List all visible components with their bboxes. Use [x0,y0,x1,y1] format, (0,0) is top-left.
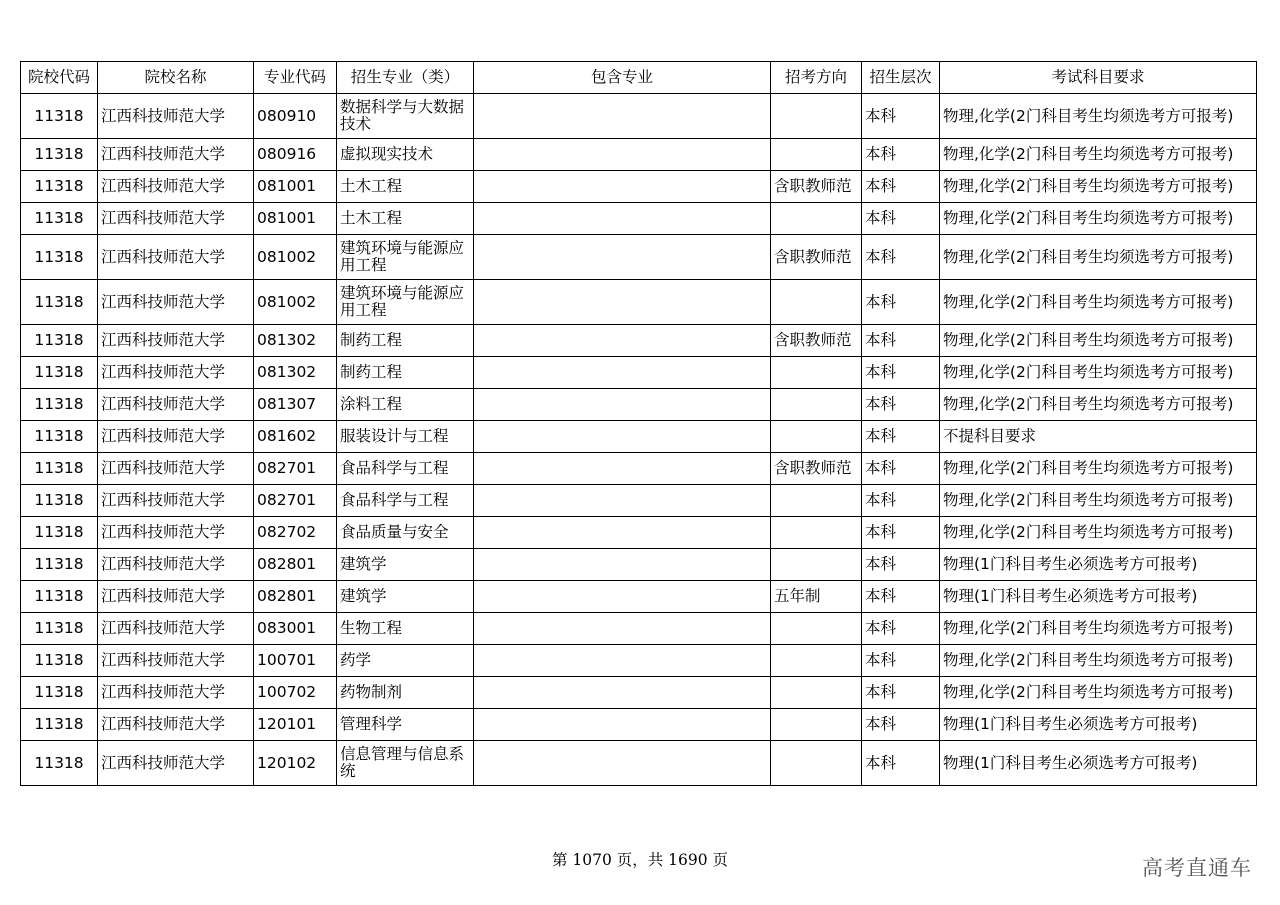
level-cell: 本科 [862,709,940,741]
direction-cell [771,709,862,741]
school-name-cell: 江西科技师范大学 [98,389,254,421]
included-majors-cell [474,94,771,139]
school-code-cell: 11318 [21,485,98,517]
subject-requirement-cell: 物理,化学(2门科目考生均须选考方可报考) [940,485,1257,517]
subject-requirement-cell: 物理(1门科目考生必须选考方可报考) [940,709,1257,741]
direction-cell: 含职教师范 [771,171,862,203]
major-cell: 土木工程 [337,171,474,203]
direction-cell [771,549,862,581]
header-major: 招生专业（类） [337,62,474,94]
subject-requirement-cell: 物理,化学(2门科目考生均须选考方可报考) [940,613,1257,645]
school-code-cell: 11318 [21,709,98,741]
direction-cell [771,94,862,139]
level-cell: 本科 [862,325,940,357]
level-cell: 本科 [862,517,940,549]
level-cell: 本科 [862,280,940,325]
level-cell: 本科 [862,139,940,171]
subject-requirement-cell: 物理,化学(2门科目考生均须选考方可报考) [940,139,1257,171]
school-name-cell: 江西科技师范大学 [98,741,254,786]
table-row [21,549,1257,581]
school-name-cell: 江西科技师范大学 [98,677,254,709]
direction-cell [771,139,862,171]
school-name-cell: 江西科技师范大学 [98,94,254,139]
included-majors-cell [474,677,771,709]
direction-cell [771,280,862,325]
major-cell: 食品质量与安全 [337,517,474,549]
school-code-cell: 11318 [21,677,98,709]
major-code-cell: 082702 [254,517,337,549]
school-name-cell: 江西科技师范大学 [98,485,254,517]
level-cell: 本科 [862,741,940,786]
major-code-cell: 081307 [254,389,337,421]
header-subject-requirement: 考试科目要求 [940,62,1257,94]
included-majors-cell [474,453,771,485]
major-cell: 建筑环境与能源应用工程 [337,280,474,325]
direction-cell [771,613,862,645]
table-row [21,677,1257,709]
major-code-cell: 120102 [254,741,337,786]
table-row [21,235,1257,280]
subject-requirement-cell: 物理,化学(2门科目考生均须选考方可报考) [940,280,1257,325]
school-name-cell: 江西科技师范大学 [98,549,254,581]
major-cell: 虚拟现实技术 [337,139,474,171]
header-level: 招生层次 [862,62,940,94]
included-majors-cell [474,709,771,741]
included-majors-cell [474,235,771,280]
table-row [21,139,1257,171]
school-code-cell: 11318 [21,613,98,645]
table-row [21,581,1257,613]
school-code-cell: 11318 [21,171,98,203]
direction-cell [771,389,862,421]
subject-requirement-cell: 物理,化学(2门科目考生均须选考方可报考) [940,235,1257,280]
school-code-cell: 11318 [21,389,98,421]
subject-requirement-cell: 物理,化学(2门科目考生均须选考方可报考) [940,453,1257,485]
direction-cell: 含职教师范 [771,453,862,485]
direction-cell: 含职教师范 [771,325,862,357]
major-code-cell: 082701 [254,453,337,485]
header-school-code: 院校代码 [21,62,98,94]
school-code-cell: 11318 [21,203,98,235]
included-majors-cell [474,325,771,357]
subject-requirement-cell: 物理,化学(2门科目考生均须选考方可报考) [940,389,1257,421]
subject-requirement-cell: 物理(1门科目考生必须选考方可报考) [940,741,1257,786]
major-code-cell: 081002 [254,280,337,325]
subject-requirement-cell: 物理,化学(2门科目考生均须选考方可报考) [940,645,1257,677]
table-body [21,94,1257,786]
subject-requirement-cell: 物理,化学(2门科目考生均须选考方可报考) [940,94,1257,139]
school-code-cell: 11318 [21,421,98,453]
school-code-cell: 11318 [21,581,98,613]
school-name-cell: 江西科技师范大学 [98,325,254,357]
major-code-cell: 080916 [254,139,337,171]
subject-requirement-cell: 不提科目要求 [940,421,1257,453]
school-name-cell: 江西科技师范大学 [98,171,254,203]
major-code-cell: 081001 [254,203,337,235]
direction-cell [771,517,862,549]
level-cell: 本科 [862,94,940,139]
major-cell: 建筑学 [337,581,474,613]
level-cell: 本科 [862,581,940,613]
direction-cell [771,421,862,453]
major-cell: 食品科学与工程 [337,453,474,485]
direction-cell: 五年制 [771,581,862,613]
included-majors-cell [474,389,771,421]
watermark-logo-text: 高考直通车 [1142,856,1252,880]
page-number: 第 1070 页，共 1690 页 [551,851,729,869]
school-name-cell: 江西科技师范大学 [98,613,254,645]
major-cell: 药学 [337,645,474,677]
major-cell: 制药工程 [337,325,474,357]
school-name-cell: 江西科技师范大学 [98,280,254,325]
level-cell: 本科 [862,357,940,389]
major-cell: 土木工程 [337,203,474,235]
school-code-cell: 11318 [21,357,98,389]
table-row [21,203,1257,235]
header-included-majors: 包含专业 [474,62,771,94]
major-code-cell: 081002 [254,235,337,280]
table-row [21,171,1257,203]
major-code-cell: 082701 [254,485,337,517]
included-majors-cell [474,203,771,235]
direction-cell [771,203,862,235]
school-code-cell: 11318 [21,549,98,581]
school-code-cell: 11318 [21,741,98,786]
included-majors-cell [474,517,771,549]
major-cell: 生物工程 [337,613,474,645]
table-row [21,94,1257,139]
direction-cell [771,645,862,677]
school-code-cell: 11318 [21,645,98,677]
admissions-table [20,61,1257,786]
major-code-cell: 100701 [254,645,337,677]
table-row [21,421,1257,453]
major-code-cell: 100702 [254,677,337,709]
major-code-cell: 080910 [254,94,337,139]
direction-cell [771,485,862,517]
level-cell: 本科 [862,203,940,235]
school-name-cell: 江西科技师范大学 [98,581,254,613]
direction-cell [771,357,862,389]
level-cell: 本科 [862,485,940,517]
included-majors-cell [474,581,771,613]
major-code-cell: 081302 [254,357,337,389]
school-code-cell: 11318 [21,235,98,280]
table-row [21,280,1257,325]
school-name-cell: 江西科技师范大学 [98,357,254,389]
major-code-cell: 081302 [254,325,337,357]
major-cell: 建筑环境与能源应用工程 [337,235,474,280]
major-cell: 建筑学 [337,549,474,581]
level-cell: 本科 [862,613,940,645]
included-majors-cell [474,645,771,677]
school-code-cell: 11318 [21,517,98,549]
major-cell: 食品科学与工程 [337,485,474,517]
subject-requirement-cell: 物理,化学(2门科目考生均须选考方可报考) [940,203,1257,235]
header-direction: 招考方向 [771,62,862,94]
school-name-cell: 江西科技师范大学 [98,235,254,280]
major-cell: 服装设计与工程 [337,421,474,453]
header-major-code: 专业代码 [254,62,337,94]
included-majors-cell [474,549,771,581]
level-cell: 本科 [862,677,940,709]
table-row [21,709,1257,741]
table-row [21,517,1257,549]
school-code-cell: 11318 [21,325,98,357]
major-cell: 涂料工程 [337,389,474,421]
table-row [21,485,1257,517]
major-cell: 数据科学与大数据技术 [337,94,474,139]
table-row [21,645,1257,677]
level-cell: 本科 [862,453,940,485]
major-cell: 信息管理与信息系统 [337,741,474,786]
level-cell: 本科 [862,389,940,421]
level-cell: 本科 [862,421,940,453]
school-name-cell: 江西科技师范大学 [98,421,254,453]
school-code-cell: 11318 [21,139,98,171]
included-majors-cell [474,485,771,517]
included-majors-cell [474,280,771,325]
school-name-cell: 江西科技师范大学 [98,203,254,235]
included-majors-cell [474,171,771,203]
table-row [21,357,1257,389]
included-majors-cell [474,741,771,786]
school-name-cell: 江西科技师范大学 [98,139,254,171]
major-cell: 制药工程 [337,357,474,389]
major-code-cell: 081602 [254,421,337,453]
subject-requirement-cell: 物理,化学(2门科目考生均须选考方可报考) [940,677,1257,709]
direction-cell: 含职教师范 [771,235,862,280]
table-row [21,741,1257,786]
subject-requirement-cell: 物理(1门科目考生必须选考方可报考) [940,581,1257,613]
level-cell: 本科 [862,549,940,581]
school-code-cell: 11318 [21,453,98,485]
subject-requirement-cell: 物理,化学(2门科目考生均须选考方可报考) [940,325,1257,357]
table-row [21,613,1257,645]
major-cell: 药物制剂 [337,677,474,709]
table-row [21,389,1257,421]
school-name-cell: 江西科技师范大学 [98,453,254,485]
included-majors-cell [474,139,771,171]
school-code-cell: 11318 [21,94,98,139]
school-code-cell: 11318 [21,280,98,325]
direction-cell [771,741,862,786]
major-cell: 管理科学 [337,709,474,741]
included-majors-cell [474,421,771,453]
subject-requirement-cell: 物理,化学(2门科目考生均须选考方可报考) [940,171,1257,203]
included-majors-cell [474,613,771,645]
subject-requirement-cell: 物理,化学(2门科目考生均须选考方可报考) [940,357,1257,389]
level-cell: 本科 [862,645,940,677]
included-majors-cell [474,357,771,389]
school-name-cell: 江西科技师范大学 [98,517,254,549]
level-cell: 本科 [862,171,940,203]
major-code-cell: 082801 [254,549,337,581]
major-code-cell: 083001 [254,613,337,645]
major-code-cell: 120101 [254,709,337,741]
major-code-cell: 082801 [254,581,337,613]
level-cell: 本科 [862,235,940,280]
table-row [21,453,1257,485]
table-header-row [21,62,1257,94]
direction-cell [771,677,862,709]
subject-requirement-cell: 物理,化学(2门科目考生均须选考方可报考) [940,517,1257,549]
header-school-name: 院校名称 [98,62,254,94]
school-name-cell: 江西科技师范大学 [98,709,254,741]
major-code-cell: 081001 [254,171,337,203]
table-row [21,325,1257,357]
subject-requirement-cell: 物理(1门科目考生必须选考方可报考) [940,549,1257,581]
school-name-cell: 江西科技师范大学 [98,645,254,677]
